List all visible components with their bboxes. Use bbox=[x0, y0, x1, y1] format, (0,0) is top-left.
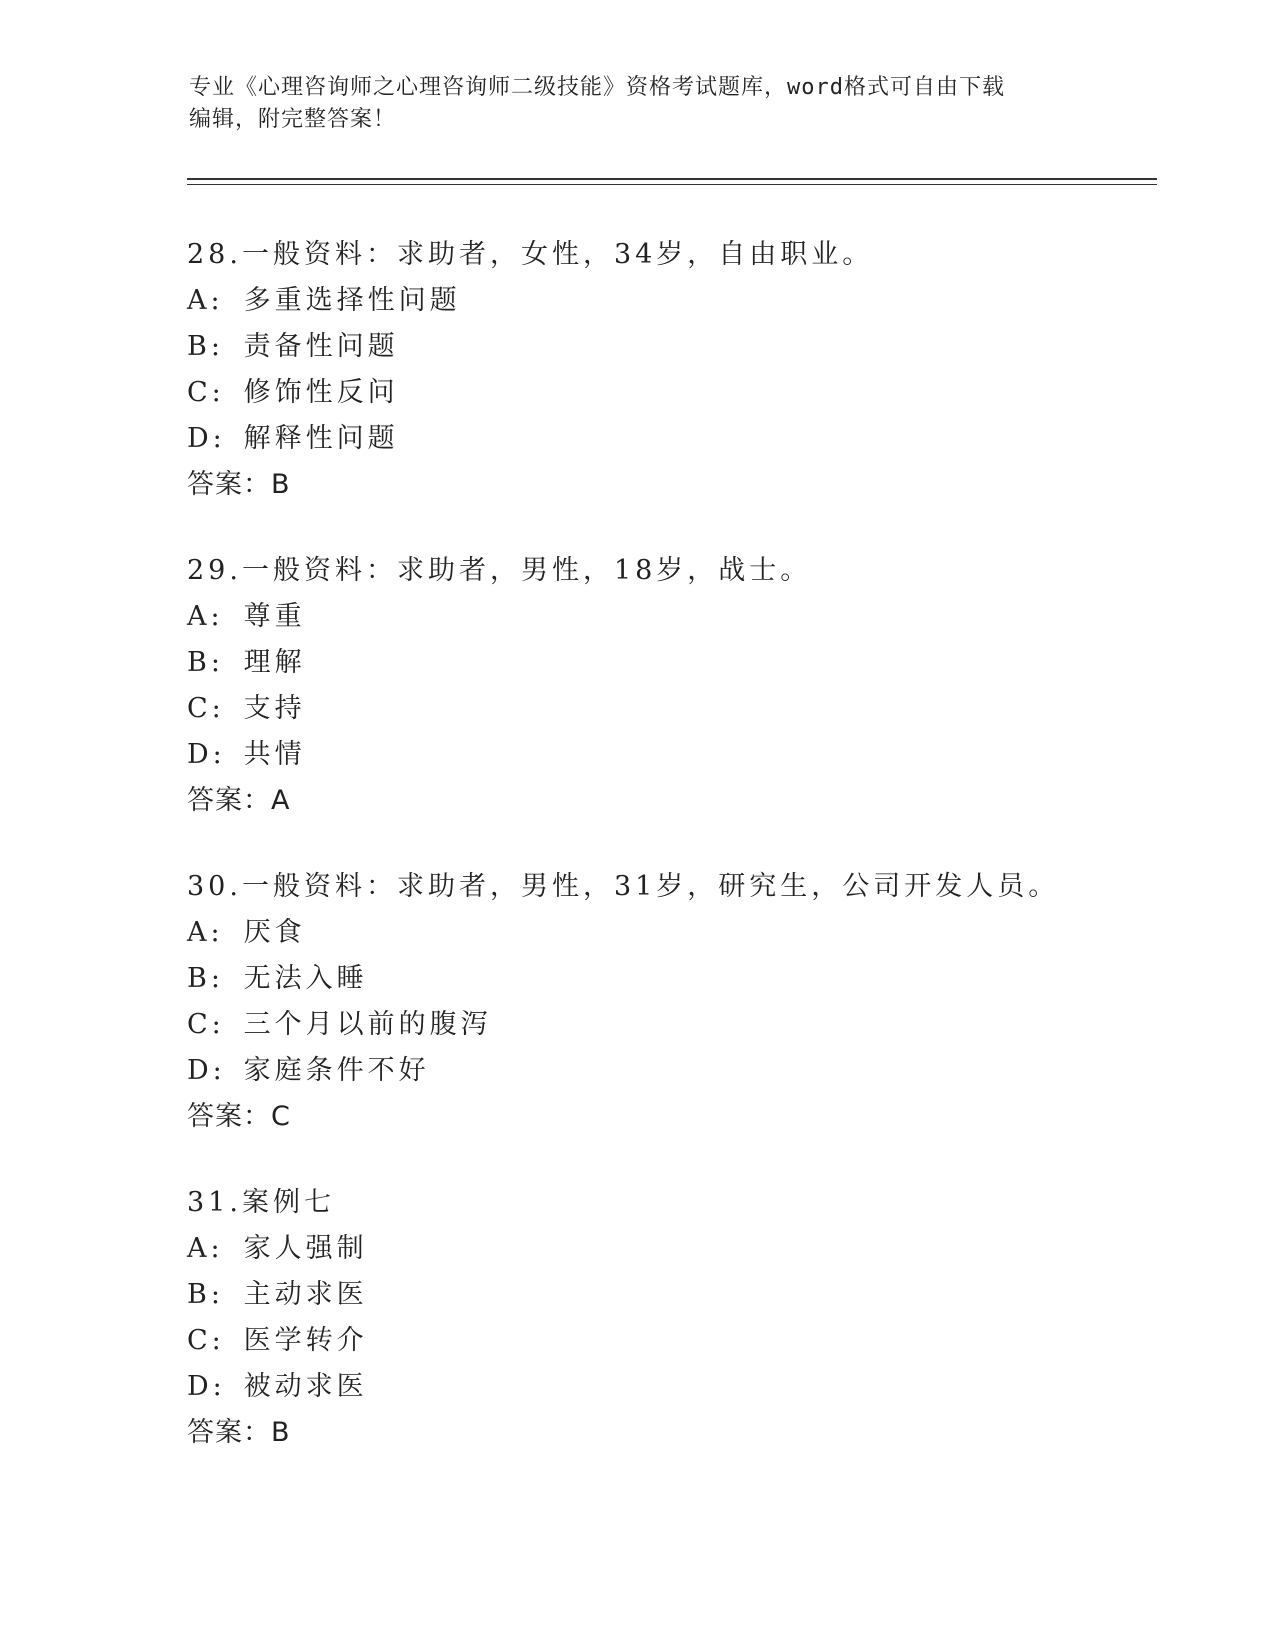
option-text: 无法入睡 bbox=[243, 963, 368, 994]
option-d bbox=[187, 732, 1137, 778]
option-text: 尊重 bbox=[243, 601, 306, 632]
option-text: 医学转介 bbox=[243, 1325, 368, 1356]
option-key: D: bbox=[187, 1055, 226, 1086]
question-title: 31.案例七 bbox=[187, 1187, 335, 1218]
option-b bbox=[187, 324, 1137, 370]
answer-line: 答案：C bbox=[187, 1101, 291, 1132]
option-key: B: bbox=[187, 647, 224, 678]
option-b bbox=[187, 956, 1137, 1002]
question-title: 29.一般资料：求助者，男性，18岁，战士。 bbox=[187, 555, 812, 586]
option-text: 解释性问题 bbox=[243, 423, 399, 454]
option-key: C: bbox=[187, 377, 225, 408]
option-key: A: bbox=[187, 601, 224, 632]
option-text: 责备性问题 bbox=[243, 331, 399, 362]
option-key: B: bbox=[187, 963, 224, 994]
document-header bbox=[189, 72, 1069, 136]
header-line-1: 专业《心理咨询师之心理咨询师二级技能》资格考试题库，word格式可自由下载 bbox=[189, 75, 1005, 100]
header-divider-top bbox=[187, 178, 1157, 180]
question-29 bbox=[187, 548, 1137, 824]
option-text: 主动求医 bbox=[243, 1279, 368, 1310]
header-line-2: 编辑，附完整答案！ bbox=[189, 107, 397, 132]
option-key: A: bbox=[187, 917, 224, 948]
option-key: C: bbox=[187, 1009, 225, 1040]
answer-line: 答案：A bbox=[187, 785, 291, 816]
option-d bbox=[187, 1364, 1137, 1410]
option-a bbox=[187, 910, 1137, 956]
option-text: 被动求医 bbox=[243, 1371, 368, 1402]
option-b bbox=[187, 640, 1137, 686]
option-key: C: bbox=[187, 693, 225, 724]
question-title: 28.一般资料：求助者，女性，34岁，自由职业。 bbox=[187, 239, 874, 270]
option-text: 支持 bbox=[243, 693, 306, 724]
option-key: D: bbox=[187, 739, 226, 770]
option-key: D: bbox=[187, 1371, 226, 1402]
question-31 bbox=[187, 1180, 1137, 1456]
option-text: 修饰性反问 bbox=[243, 377, 399, 408]
option-key: D: bbox=[187, 423, 226, 454]
option-key: A: bbox=[187, 285, 224, 316]
option-c bbox=[187, 1318, 1137, 1364]
answer-line: 答案：B bbox=[187, 469, 291, 500]
question-30 bbox=[187, 864, 1137, 1140]
option-d bbox=[187, 416, 1137, 462]
option-text: 共情 bbox=[243, 739, 306, 770]
answer-line: 答案：B bbox=[187, 1417, 291, 1448]
option-text: 三个月以前的腹泻 bbox=[243, 1009, 492, 1040]
option-c bbox=[187, 1002, 1137, 1048]
option-text: 家庭条件不好 bbox=[243, 1055, 430, 1086]
option-key: B: bbox=[187, 331, 224, 362]
option-c bbox=[187, 686, 1137, 732]
question-28 bbox=[187, 232, 1137, 508]
question-title: 30.一般资料：求助者，男性，31岁，研究生，公司开发人员。 bbox=[187, 871, 1060, 902]
option-text: 厌食 bbox=[243, 917, 306, 948]
option-text: 多重选择性问题 bbox=[243, 285, 461, 316]
option-d bbox=[187, 1048, 1137, 1094]
option-key: B: bbox=[187, 1279, 224, 1310]
option-a bbox=[187, 1226, 1137, 1272]
option-b bbox=[187, 1272, 1137, 1318]
option-a bbox=[187, 594, 1137, 640]
option-key: A: bbox=[187, 1233, 224, 1264]
option-text: 家人强制 bbox=[243, 1233, 368, 1264]
option-text: 理解 bbox=[243, 647, 306, 678]
option-c bbox=[187, 370, 1137, 416]
option-key: C: bbox=[187, 1325, 225, 1356]
option-a bbox=[187, 278, 1137, 324]
header-divider-bottom bbox=[187, 184, 1157, 185]
